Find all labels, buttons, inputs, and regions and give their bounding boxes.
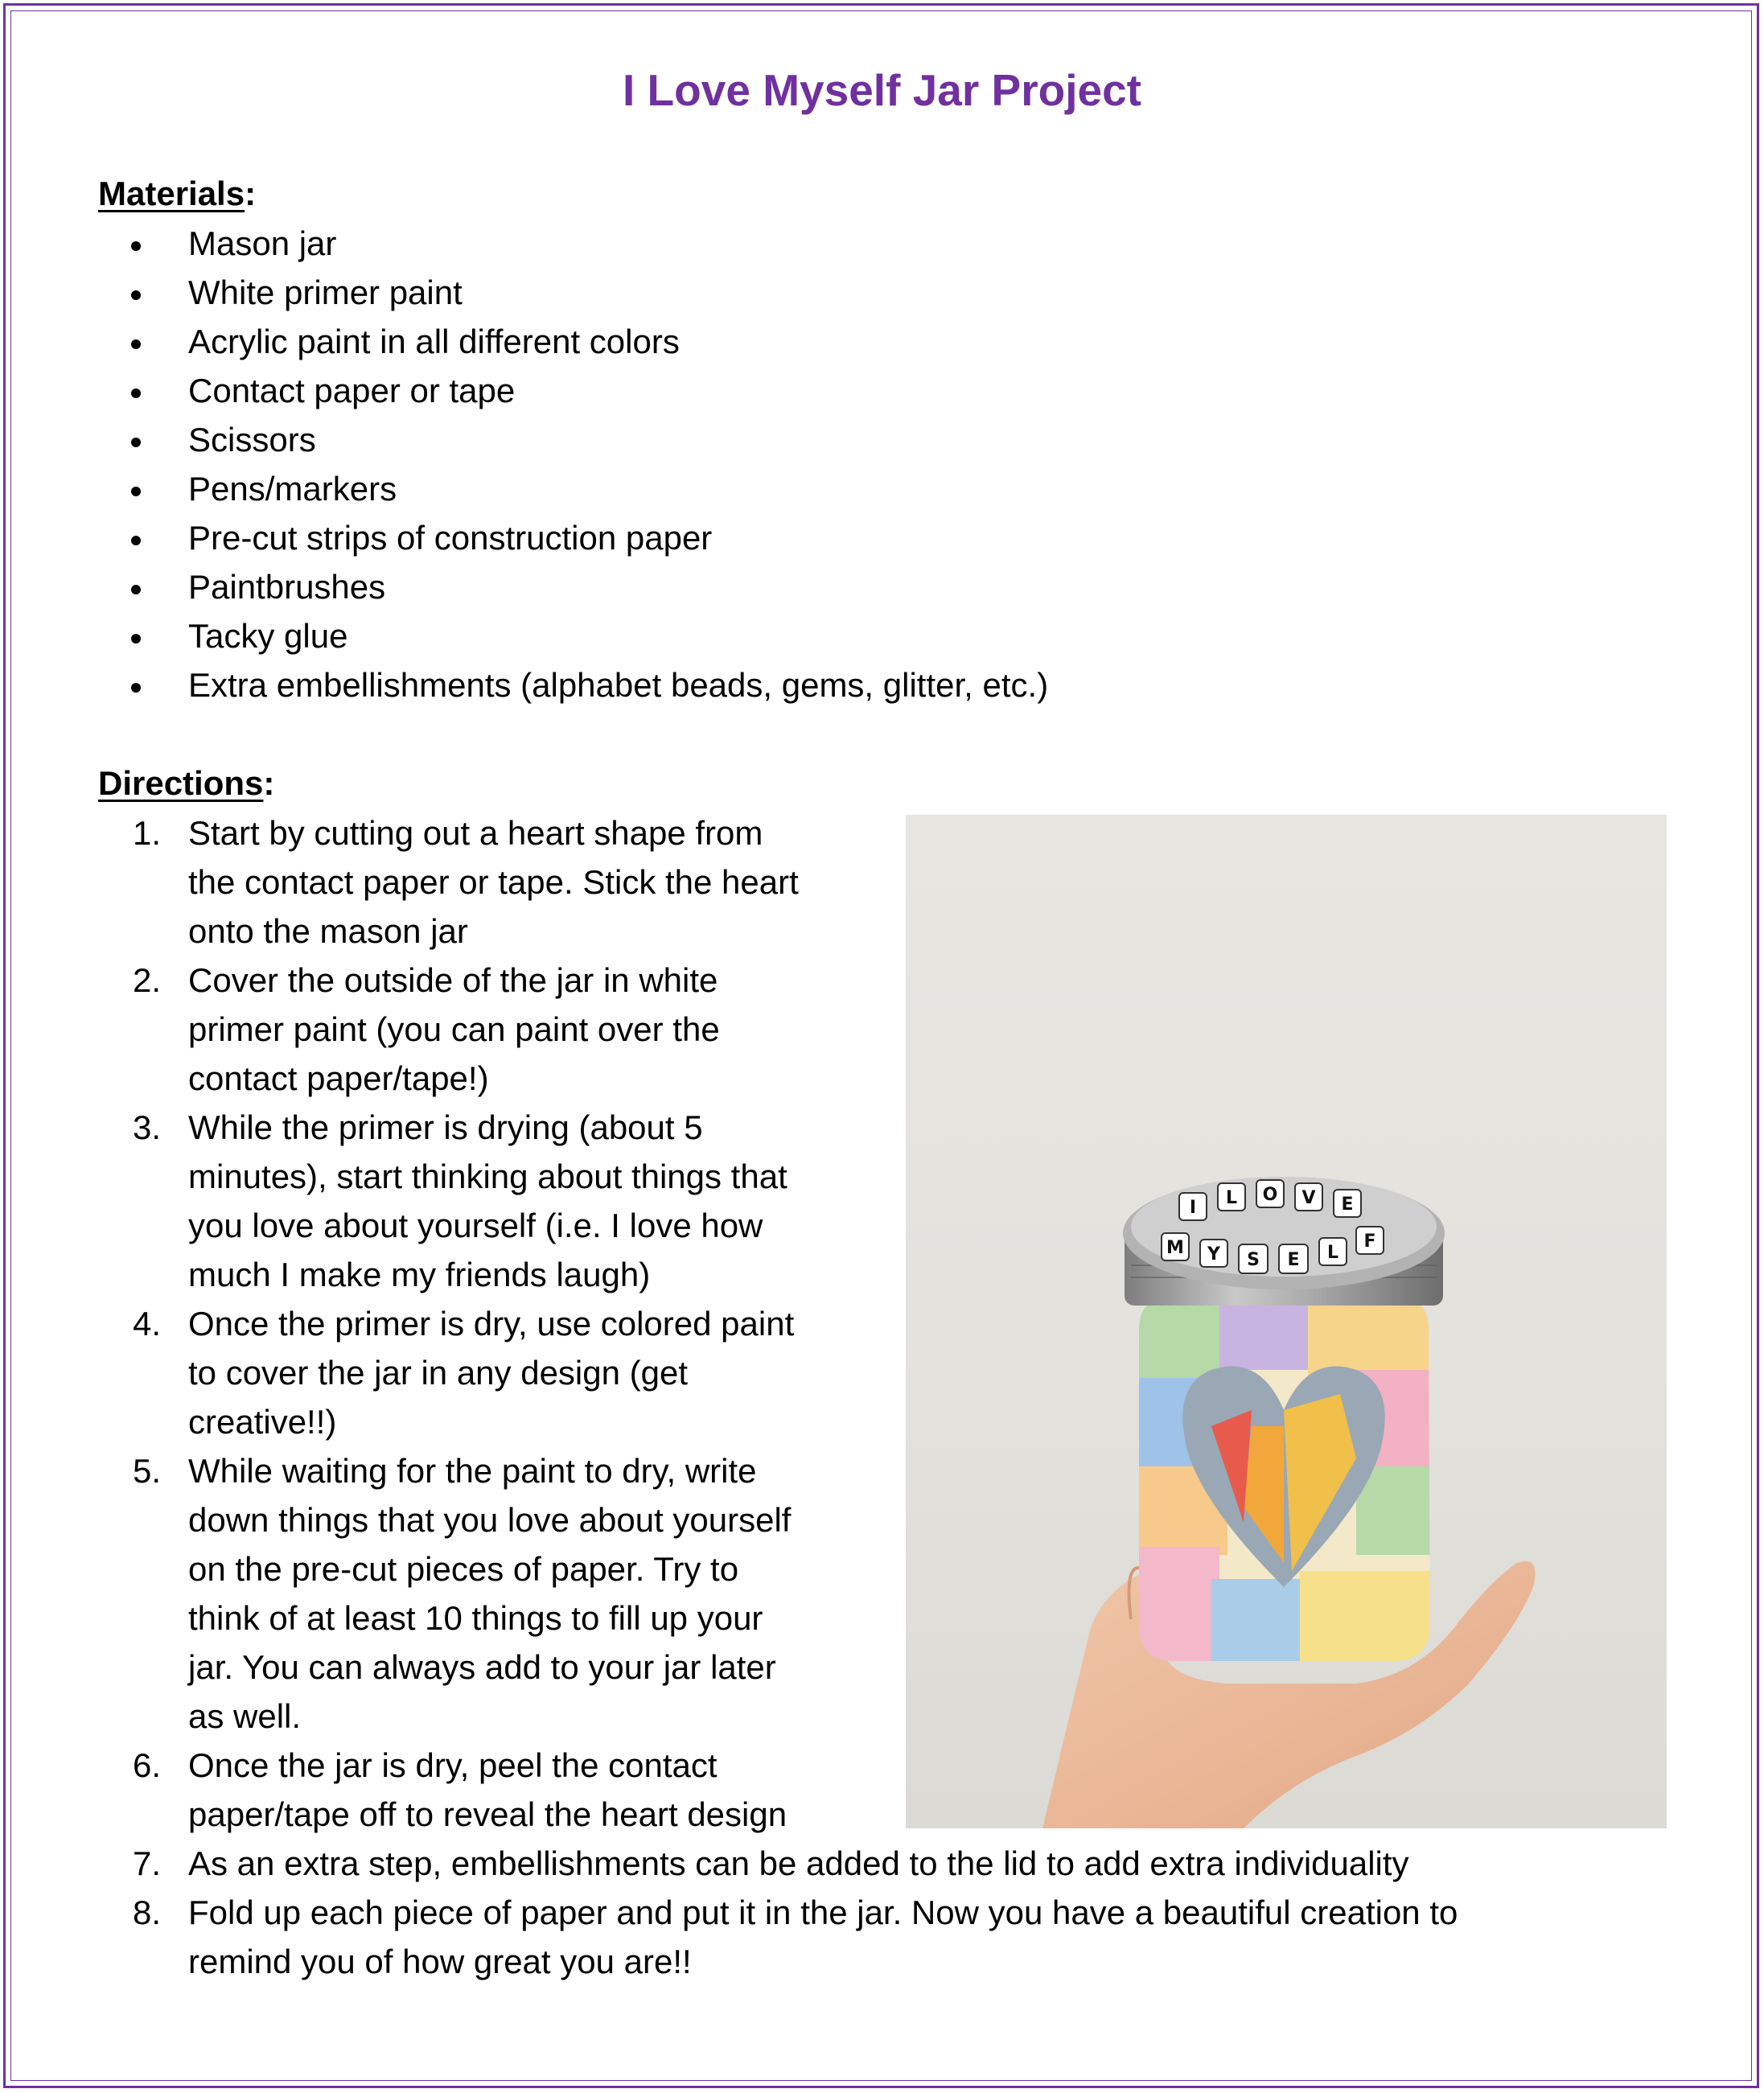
bead-letter: S: [1247, 1250, 1260, 1270]
direction-line-text: the contact paper or tape. Stick the heart: [188, 863, 799, 901]
bead-i: [1179, 1193, 1207, 1220]
step-number: 8.: [132, 1894, 161, 1931]
bead-letter: E: [1287, 1250, 1300, 1270]
direction-line-text: remind you of how great you are!!: [188, 1943, 692, 1980]
directions-heading: [98, 759, 274, 808]
bead-letter: M: [1166, 1238, 1184, 1258]
bead-l: [1218, 1183, 1245, 1211]
bead-o: [1256, 1180, 1284, 1207]
step-number: 2.: [132, 961, 161, 999]
bead-e2: [1279, 1244, 1308, 1273]
bead-f: [1356, 1227, 1384, 1254]
page-title: I Love Myself Jar Project: [623, 65, 1141, 115]
direction-line-text: Once the primer is dry, use colored paint: [188, 1305, 795, 1343]
direction-line-text: jar. You can always add to your jar later: [188, 1648, 776, 1686]
direction-line-text: minutes), start thinking about things that: [188, 1158, 787, 1195]
materials-item-text: Pre-cut strips of construction paper: [188, 519, 713, 557]
bullet-icon: [125, 415, 146, 464]
bead-letter: O: [1262, 1185, 1278, 1205]
direction-line-text: onto the mason jar: [188, 912, 468, 950]
bead-e: [1334, 1190, 1361, 1217]
bead-letter: L: [1326, 1243, 1339, 1263]
bead-y: [1200, 1240, 1227, 1267]
step-number: 1.: [132, 814, 161, 852]
direction-line-text: primer paint (you can paint over the: [188, 1010, 720, 1048]
direction-line-text: to cover the jar in any design (get: [188, 1354, 689, 1392]
step-number: 5.: [132, 1452, 161, 1490]
materials-item-text: Paintbrushes: [188, 568, 386, 606]
direction-line-text: Cover the outside of the jar in white: [188, 961, 718, 999]
directions-heading-colon: :: [263, 764, 275, 802]
bullet-icon: [125, 464, 146, 513]
bead-letter: L: [1225, 1188, 1238, 1208]
bullet-icon: [125, 366, 146, 415]
jar-photo: [906, 815, 1667, 1828]
materials-heading: [98, 169, 256, 218]
direction-line-text: on the pre-cut pieces of paper. Try to: [188, 1550, 739, 1588]
step-number: 7.: [132, 1844, 161, 1882]
materials-heading-colon: :: [245, 175, 257, 212]
materials-item-text: Scissors: [188, 421, 316, 458]
materials-item-text: Mason jar: [188, 224, 337, 262]
direction-line-text: as well.: [188, 1697, 302, 1735]
direction-line-text: down things that you love about yourself: [188, 1501, 792, 1539]
bullet-icon: [125, 562, 146, 611]
direction-line-text: While the primer is drying (about 5: [188, 1108, 703, 1146]
bullet-icon: [125, 513, 146, 562]
bullet-icon: [125, 268, 146, 317]
direction-line-text: As an extra step, embellishments can be added to the lid to add extra individuality: [188, 1844, 1409, 1882]
step-number: 6.: [132, 1746, 161, 1784]
materials-item-text: Contact paper or tape: [188, 372, 516, 409]
bullet-icon: [125, 660, 146, 709]
bead-letter: I: [1189, 1198, 1197, 1218]
materials-item-text: Pens/markers: [188, 470, 397, 508]
bead-m: [1162, 1233, 1189, 1260]
step-number: 4.: [132, 1305, 161, 1343]
direction-line-text: you love about yourself (i.e. I love how: [188, 1207, 763, 1244]
materials-item-text: Extra embellishments (alphabet beads, gems, glitter, etc.): [188, 666, 1049, 704]
materials-heading-label: Materials: [98, 175, 245, 212]
bead-letter: F: [1363, 1232, 1376, 1252]
bullet-icon: [125, 317, 146, 366]
direction-line-text: Fold up each piece of paper and put it in the jar. Now you have a beautiful creation to: [188, 1894, 1458, 1931]
step-number: 3.: [132, 1108, 161, 1146]
bead-s: [1239, 1244, 1268, 1273]
materials-item-text: Tacky glue: [188, 617, 348, 655]
direction-line-text: paper/tape off to reveal the heart design: [188, 1795, 787, 1833]
bullet-icon: [125, 219, 146, 268]
materials-item-text: Acrylic paint in all different colors: [188, 323, 680, 360]
bullet-icon: [125, 611, 146, 660]
direction-line-text: contact paper/tape!): [188, 1059, 489, 1097]
bead-letter: V: [1301, 1188, 1316, 1208]
direction-line-text: creative!!): [188, 1403, 337, 1441]
materials-item-text: White primer paint: [188, 273, 463, 311]
directions-heading-label: Directions: [98, 764, 264, 802]
bead-letter: E: [1341, 1195, 1354, 1215]
direction-line-text: much I make my friends laugh): [188, 1256, 651, 1293]
direction-line-text: think of at least 10 things to fill up your: [188, 1599, 763, 1637]
bead-v: [1295, 1183, 1322, 1211]
direction-line-text: Start by cutting out a heart shape from: [188, 814, 763, 852]
bead-l2: [1319, 1238, 1347, 1265]
direction-line-text: While waiting for the paint to dry, write: [188, 1452, 757, 1490]
direction-line-text: Once the jar is dry, peel the contact: [188, 1746, 718, 1784]
bead-letter: Y: [1207, 1244, 1220, 1264]
